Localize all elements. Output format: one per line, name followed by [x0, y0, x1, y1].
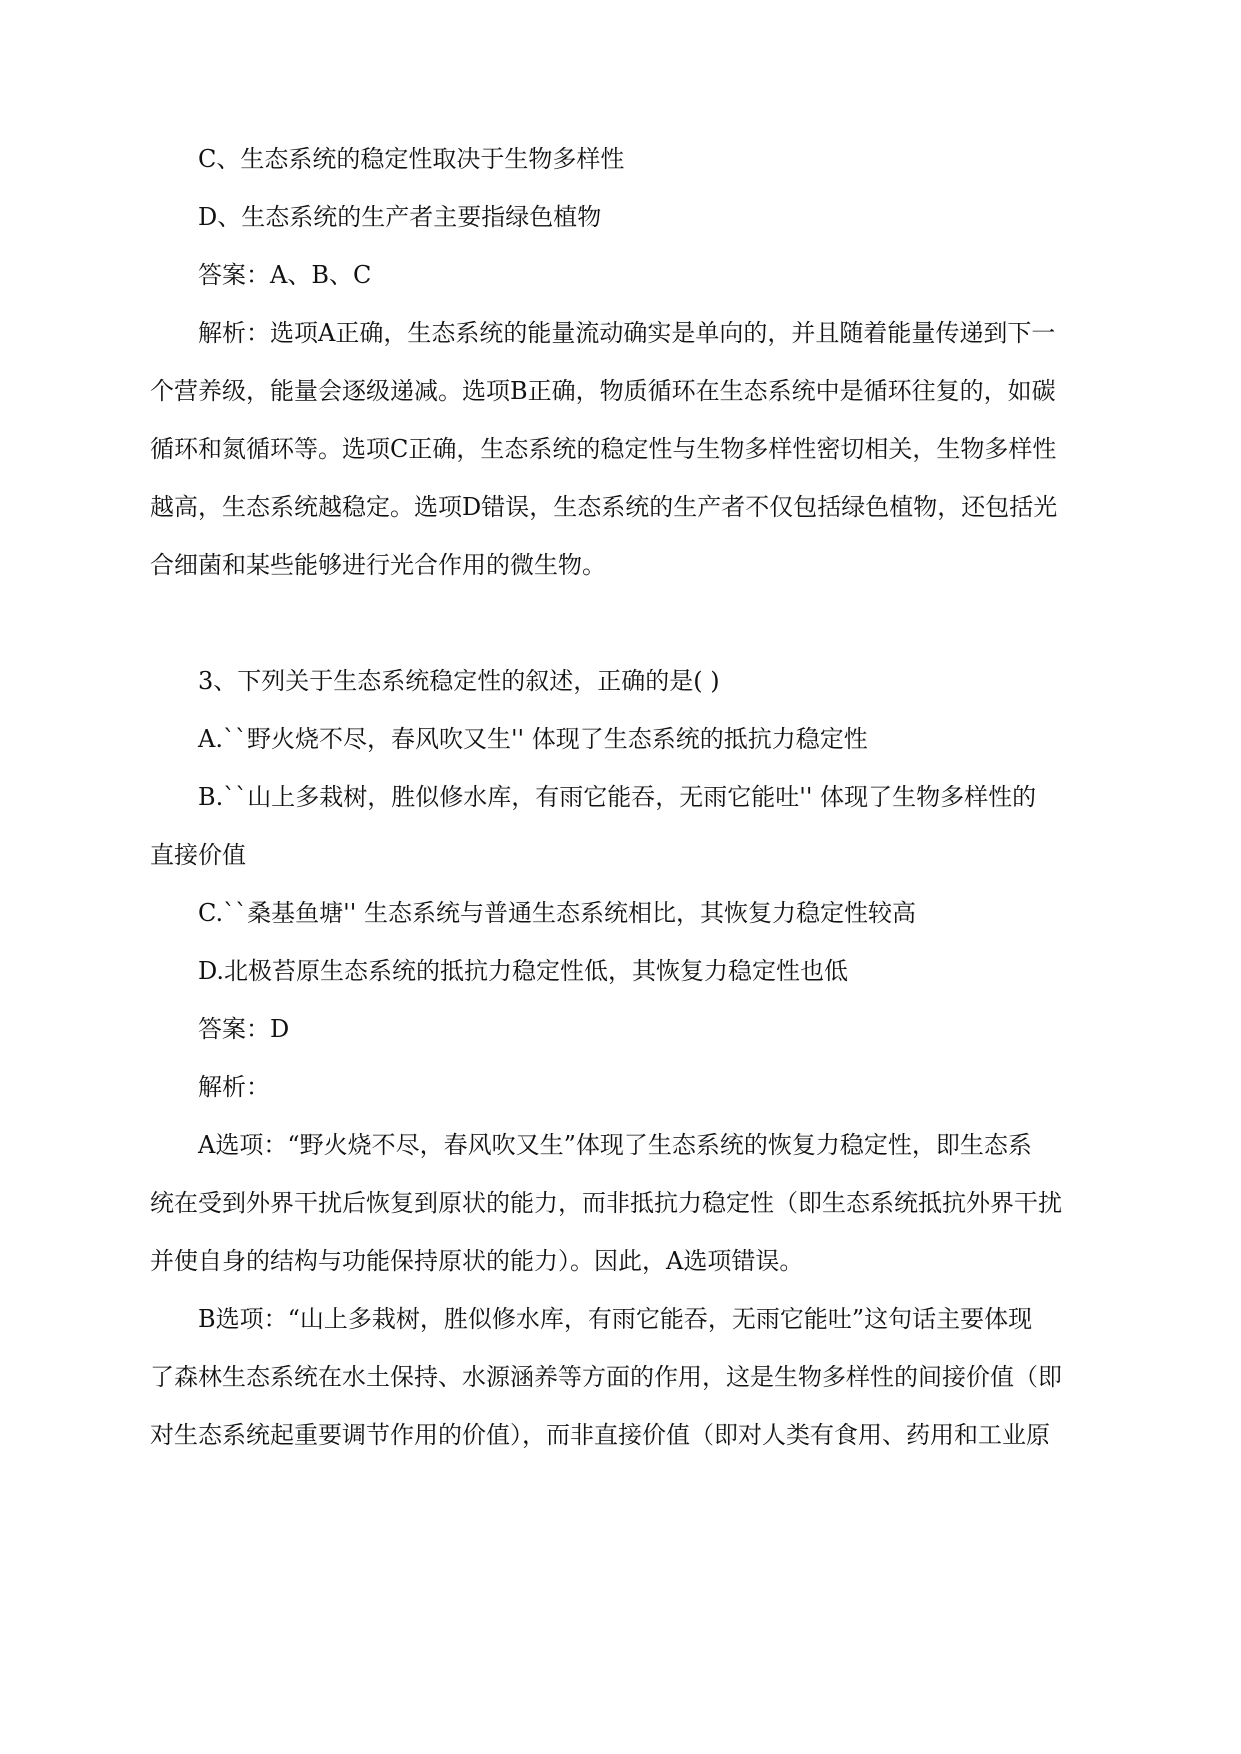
explanation-b-line: B选项：“山上多栽树，胜似修水库，有雨它能吞，无雨它能吐”这句话主要体现	[198, 1305, 1033, 1333]
question-3-option-a: A.``野火烧不尽，春风吹又生'' 体现了生态系统的抵抗力稳定性	[198, 725, 868, 753]
explanation-line: 个营养级，能量会逐级递减。选项B正确，物质循环在生态系统中是循环往复的，如碳	[150, 377, 1056, 405]
prev-answer: 答案：A、B、C	[198, 261, 372, 289]
question-3-stem: 3、下列关于生态系统稳定性的叙述，正确的是( )	[198, 667, 720, 695]
explanation-b-line: 了森林生态系统在水土保持、水源涵养等方面的作用，这是生物多样性的间接价值（即	[150, 1363, 1062, 1391]
explanation-option-b	[150, 1303, 1062, 1451]
prev-option-c: C、生态系统的稳定性取决于生物多样性	[198, 145, 625, 173]
question-3-option-b	[150, 781, 1036, 871]
explanation-line: 循环和氮循环等。选项C正确，生态系统的稳定性与生物多样性密切相关，生物多样性	[150, 435, 1057, 463]
question-3-explanation-title: 解析：	[198, 1073, 270, 1101]
explanation-a-line: 统在受到外界干扰后恢复到原状的能力，而非抵抗力稳定性（即生态系统抵抗外界干扰	[150, 1189, 1062, 1217]
option-b-line: B.``山上多栽树，胜似修水库，有雨它能吞，无雨它能吐'' 体现了生物多样性的	[198, 783, 1037, 811]
question-3-option-d: D.北极苔原生态系统的抵抗力稳定性低，其恢复力稳定性也低	[198, 957, 849, 985]
explanation-a-line: 并使自身的结构与功能保持原状的能力）。因此，A选项错误。	[150, 1247, 804, 1275]
explanation-line: 解析：选项A正确，生态系统的能量流动确实是单向的，并且随着能量传递到下一	[198, 319, 1056, 347]
question-3-option-c: C.``桑基鱼塘'' 生态系统与普通生态系统相比，其恢复力稳定性较高	[198, 899, 916, 927]
prev-explanation	[150, 317, 1057, 581]
explanation-b-line: 对生态系统起重要调节作用的价值），而非直接价值（即对人类有食用、药用和工业原	[150, 1421, 1050, 1449]
explanation-line: 合细菌和某些能够进行光合作用的微生物。	[150, 551, 606, 579]
explanation-line: 越高，生态系统越稳定。选项D错误，生态系统的生产者不仅包括绿色植物，还包括光	[150, 493, 1058, 521]
prev-option-d: D、生态系统的生产者主要指绿色植物	[198, 203, 602, 231]
option-b-line: 直接价值	[150, 841, 246, 869]
question-3-answer: 答案：D	[198, 1015, 290, 1043]
explanation-option-a	[150, 1129, 1062, 1277]
explanation-a-line: A选项：“野火烧不尽，春风吹又生”体现了生态系统的恢复力稳定性，即生态系	[198, 1131, 1032, 1159]
